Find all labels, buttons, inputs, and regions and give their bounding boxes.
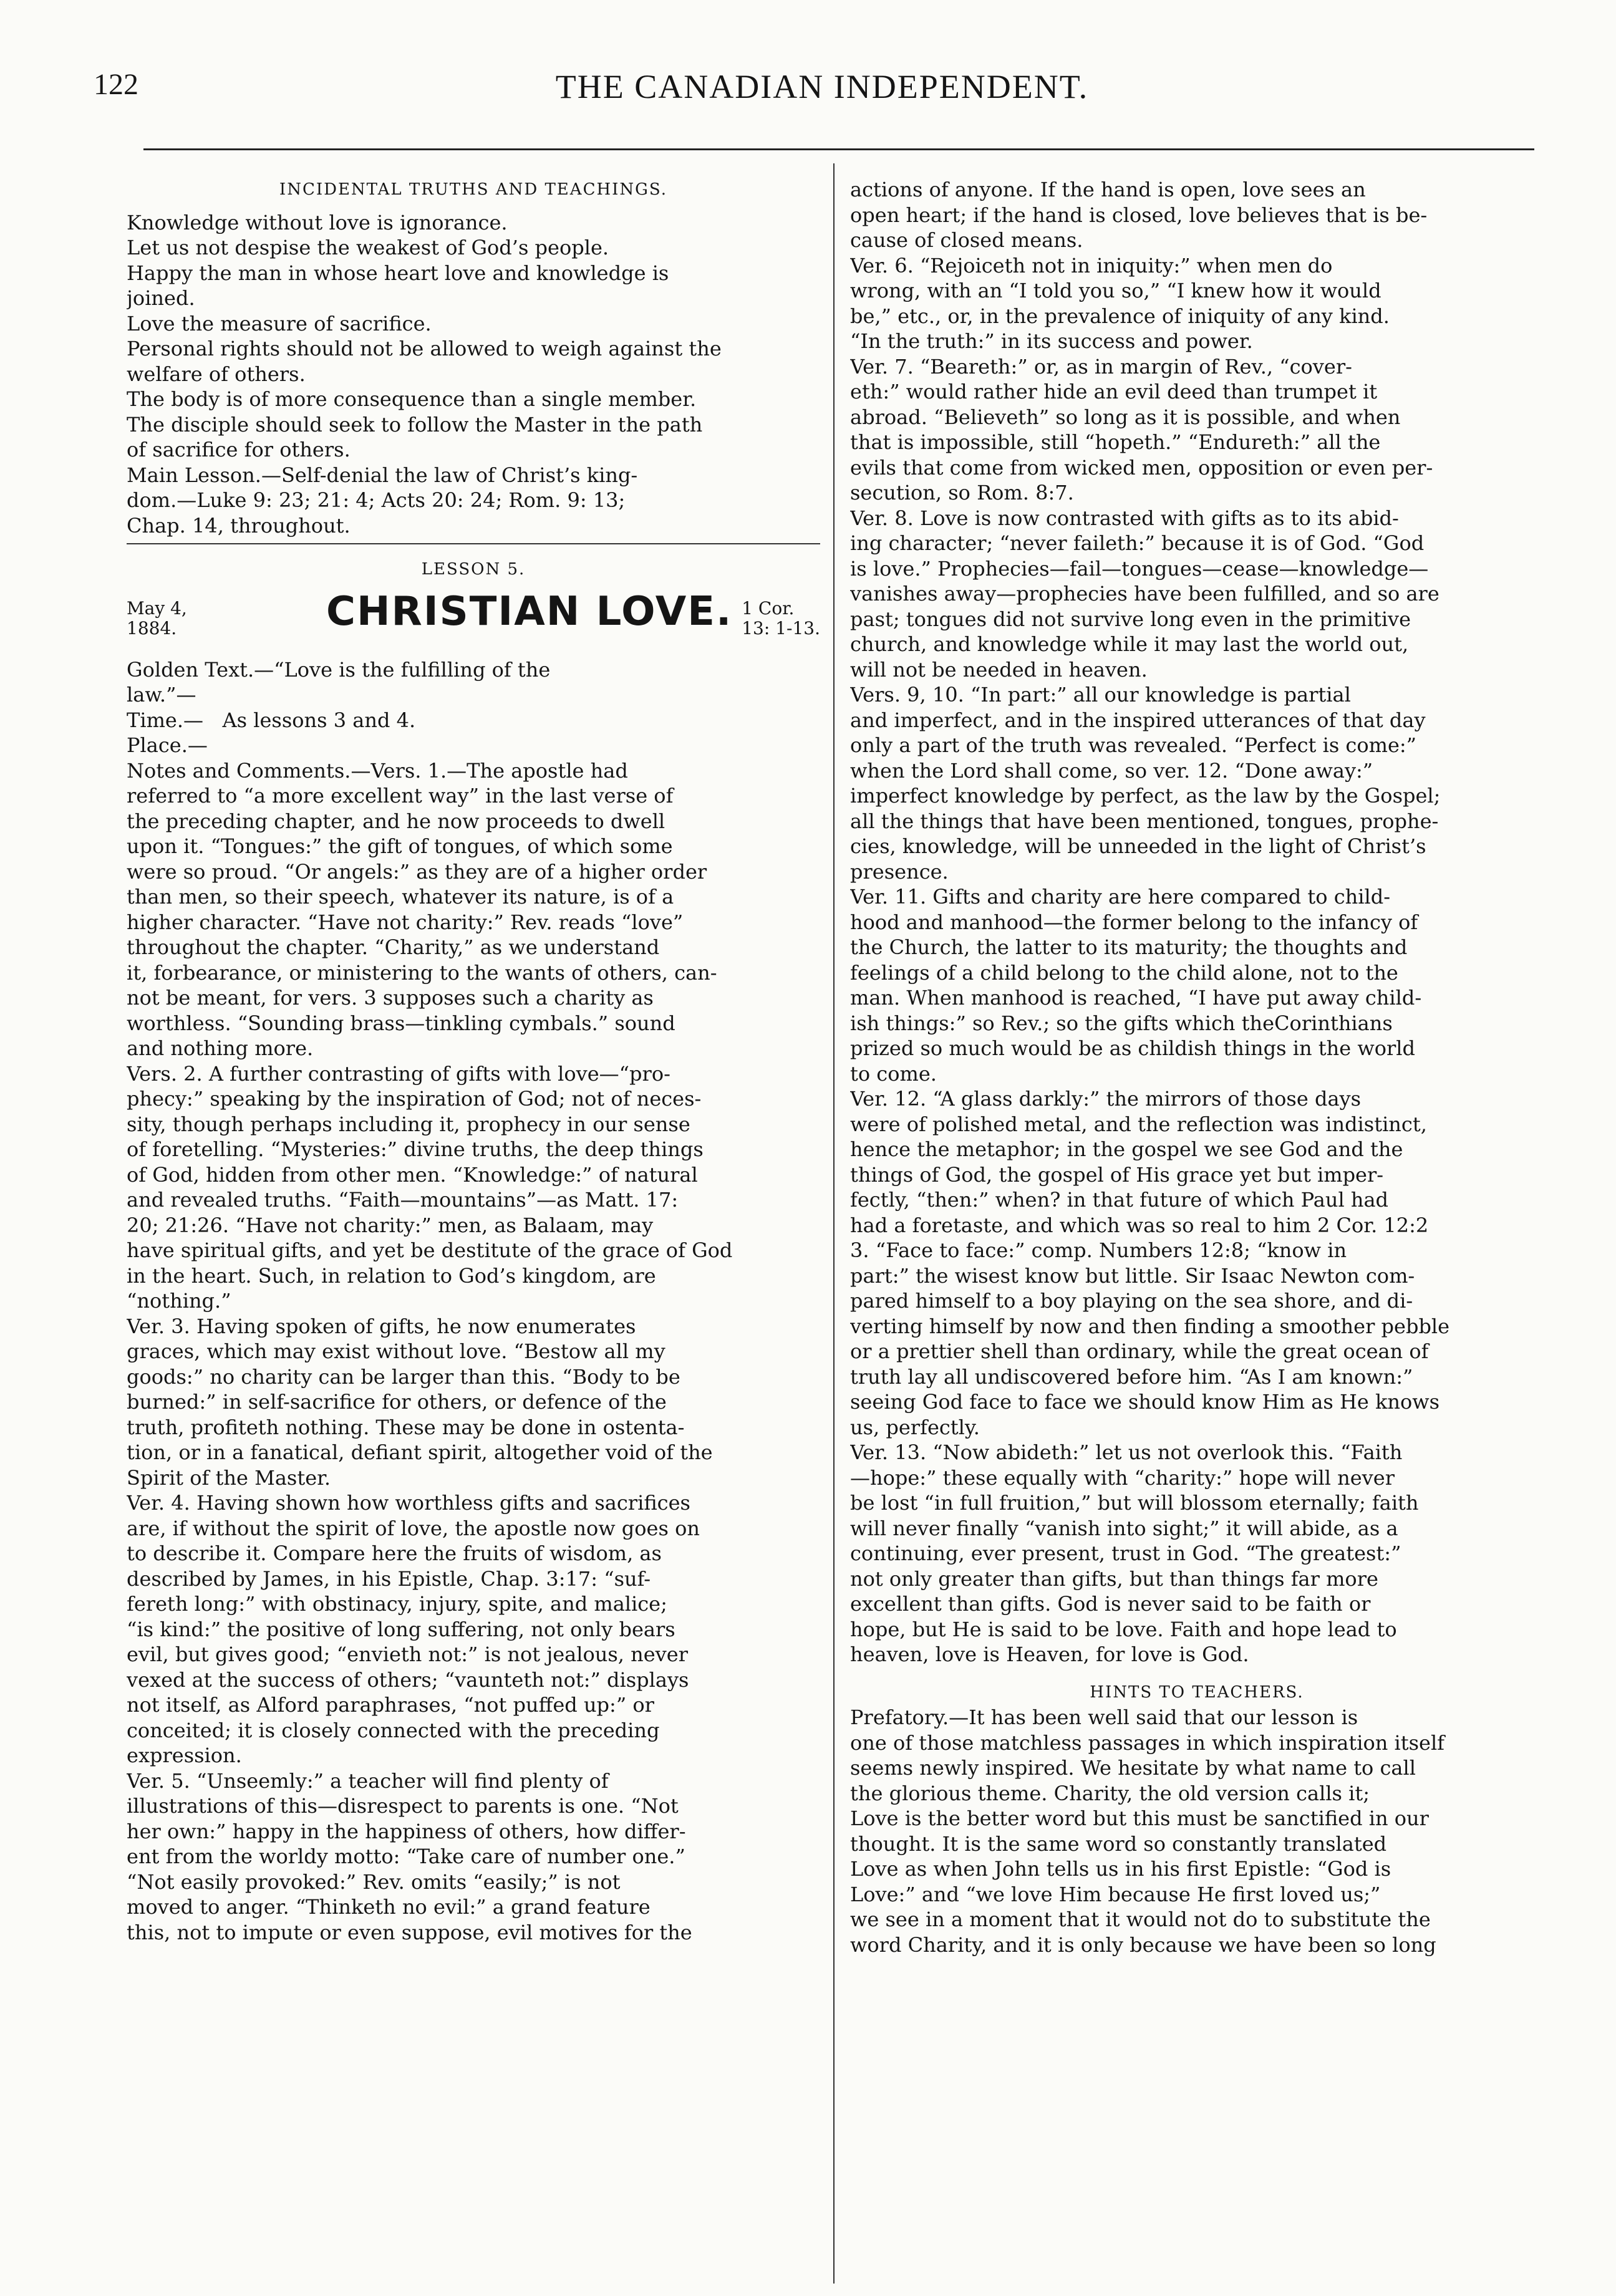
text-line: past; tongues did not survive long even in the primitive	[850, 607, 1411, 631]
text-line: her own:” happy in the happiness of others, how differ-	[127, 1819, 686, 1843]
text-line: Ver. 11. Gifts and charity are here compared to child-	[850, 885, 1390, 909]
text-line: 3. “Face to face:” comp. Numbers 12:8; “know in	[850, 1238, 1347, 1262]
text-line: of God, hidden from other men. “Knowledge:” of natural	[127, 1162, 698, 1187]
text-line: were so proud. “Or angels:” as they are of a higher order	[127, 859, 707, 884]
text-line: hope, but He is said to be love. Faith and hope lead to	[850, 1617, 1397, 1641]
text-line: phecy:” speaking by the inspiration of God; not of neces-	[127, 1087, 702, 1111]
text-line: word Charity, and it is only because we have been so long	[850, 1932, 1436, 1957]
text-line: Love is the better word but this must be sanctified in our	[850, 1806, 1429, 1830]
text-line: Let us not despise the weakest of God’s people.	[127, 236, 609, 259]
text-line: expression.	[127, 1744, 242, 1767]
text-line: than men, so their speech, whatever its nature, is of a	[127, 885, 674, 909]
text-line: excellent than gifts. God is never said to be faith or	[850, 1592, 1371, 1616]
section-title: INCIDENTAL TRUTHS AND TEACHINGS.	[279, 180, 668, 199]
text-line: hence the metaphor; in the gospel we see God and the	[850, 1137, 1403, 1161]
text-line: are, if without the spirit of love, the apostle now goes on	[127, 1516, 700, 1540]
text-line: not be meant, for vers. 3 supposes such a charity as	[127, 986, 654, 1010]
text-line: —hope:” these equally with “charity:” hope will never	[850, 1465, 1395, 1490]
text-line: man. When manhood is reached, “I have put away child-	[850, 986, 1422, 1010]
text-line: upon it. “Tongues:” the gift of tongues, of which some	[127, 834, 673, 858]
text-line: Ver. 6. “Rejoiceth not in iniquity:” when men do	[850, 253, 1333, 277]
text-line: throughout the chapter. “Charity,” as we understand	[127, 935, 660, 959]
text-line: “Not easily provoked:” Rev. omits “easily;” is not	[127, 1869, 621, 1894]
time-place	[127, 708, 820, 758]
text-line: be,” etc., or, in the prevalence of iniquity of any kind.	[850, 304, 1390, 328]
text-line: and nothing more.	[127, 1036, 314, 1060]
text-line: have spiritual gifts, and yet be destitute of the grace of God	[127, 1238, 733, 1262]
text-line: not itself, as Alford paraphrases, “not puffed up:” or	[127, 1693, 654, 1717]
lesson-reference: 1 Cor. 13: 1-13.	[742, 597, 820, 639]
text-line: Ver. 3. Having spoken of gifts, he now enumerates	[127, 1314, 636, 1338]
text-line: had a foretaste, and which was so real to him 2 Cor. 12:2	[850, 1213, 1429, 1237]
text-line: vanishes away—prophecies have been fulfilled, and so are	[850, 582, 1439, 605]
text-line: burned:” in self-sacrifice for others, or defence of the	[127, 1390, 667, 1414]
text-line: Ver. 5. “Unseemly:” a teacher will find plenty of	[127, 1768, 609, 1793]
text-line: actions of anyone. If the hand is open, love sees an	[850, 178, 1366, 201]
text-line: seeing God face to face we should know Him as He knows	[850, 1390, 1440, 1414]
page-number: 122	[94, 68, 138, 101]
page-header	[94, 67, 1551, 117]
text-line: sity, though perhaps including it, prophecy in our sense	[127, 1112, 690, 1136]
text-line: the glorious theme. Charity, the old version calls it;	[850, 1781, 1370, 1805]
text-line: seems newly inspired. We hesitate by what name to call	[850, 1756, 1416, 1780]
text-line: Ver. 8. Love is now contrasted with gifts as to its abid-	[850, 506, 1399, 530]
text-line: and revealed truths. “Faith—mountains”—as Matt. 17:	[127, 1188, 679, 1212]
text-line: all the things that have been mentioned, tongues, prophe-	[850, 809, 1439, 833]
left-column	[127, 177, 820, 1945]
text-line: open heart; if the hand is closed, love believes that is be-	[850, 203, 1428, 227]
text-line: Love:” and “we love Him because He first loved us;”	[850, 1882, 1381, 1906]
text-line: is love.” Prophecies—fail—tongues—cease—knowledge—	[850, 556, 1429, 581]
text-line: higher character. “Have not charity:” Rev. reads “love”	[127, 910, 684, 934]
column-divider	[833, 163, 835, 2284]
text-line: Time.— As lessons 3 and 4.	[127, 708, 416, 732]
right-column	[850, 177, 1544, 1957]
text-line: were of polished metal, and the reflection was indistinct,	[850, 1112, 1427, 1136]
text-line: heaven, love is Heaven, for love is God.	[850, 1642, 1249, 1666]
text-line: “nothing.”	[127, 1289, 231, 1313]
text-line: will not be needed in heaven.	[850, 657, 1148, 682]
text-line: that is impossible, still “hopeth.” “Endureth:” all the	[850, 430, 1381, 454]
text-line: tion, or in a fanatical, defiant spirit, altogether void of the	[127, 1440, 713, 1464]
text-line: things of God, the gospel of His grace yet but imper-	[850, 1162, 1384, 1187]
text-line: joined.	[127, 286, 195, 310]
comments-continued	[850, 177, 1544, 1667]
text-line: cies, knowledge, will be unneeded in the light of Christ’s	[850, 834, 1426, 858]
text-line: evil, but gives good; “envieth not:” is not jealous, never	[127, 1642, 688, 1666]
text-line: we see in a moment that it would not do to substitute the	[850, 1908, 1431, 1931]
text-line: Vers. 2. A further contrasting of gifts with love—“pro-	[127, 1061, 670, 1086]
golden-text	[127, 657, 820, 708]
lesson-date: May 4, 1884.	[127, 597, 187, 639]
text-line: it, forbearance, or ministering to the wants of others, can-	[127, 960, 717, 985]
text-line: to come.	[850, 1061, 937, 1086]
text-line: The body is of more consequence than a single member.	[127, 387, 697, 411]
text-line: Golden Text.—“Love is the fulfilling of the	[127, 657, 551, 682]
text-line: prized so much would be as childish things in the world	[850, 1036, 1415, 1060]
hints-to-teachers	[850, 1705, 1544, 1957]
lesson-label: LESSON 5.	[421, 560, 526, 579]
text-line: or a prettier shell than ordinary, while the great ocean of	[850, 1339, 1429, 1363]
text-line: referred to “a more excellent way” in the last verse of	[127, 784, 674, 808]
text-line: “In the truth:” in its success and power.	[850, 329, 1253, 353]
text-line: The disciple should seek to follow the Master in the path	[127, 412, 703, 437]
text-line: pared himself to a boy playing on the sea shore, and di-	[850, 1289, 1413, 1313]
text-line: illustrations of this—disrespect to parents is one. “Not	[127, 1794, 679, 1818]
text-line: when the Lord shall come, so ver. 12. “Done away:”	[850, 758, 1373, 783]
text-line: part:” the wisest know but little. Sir Isaac Newton com-	[850, 1263, 1415, 1288]
text-line: hood and manhood—the former belong to the infancy of	[850, 910, 1418, 934]
text-line: “is kind:” the positive of long suffering, not only bears	[127, 1617, 675, 1641]
lesson-header	[127, 589, 820, 657]
lesson-title: CHRISTIAN LOVE.	[326, 588, 733, 635]
text-line: fectly, “then:” when? in that future of which Paul had	[850, 1188, 1389, 1212]
text-line: Personal rights should not be allowed to weigh against the	[127, 337, 722, 360]
text-line: Prefatory.—It has been well said that our lesson is	[850, 1705, 1358, 1729]
text-line: church, and knowledge while it may last the world out,	[850, 632, 1409, 656]
text-line: presence.	[850, 859, 949, 884]
text-line: this, not to impute or even suppose, evil motives for the	[127, 1920, 692, 1944]
text-line: not only greater than gifts, but than things far more	[850, 1566, 1378, 1591]
text-line: ish things:” so Rev.; so the gifts which theCorinthians	[850, 1011, 1393, 1035]
truths-list	[127, 210, 820, 539]
text-line: described by James, in his Epistle, Chap. 3:17: “suf-	[127, 1566, 651, 1591]
text-line: of foretelling. “Mysteries:” divine truths, the deep things	[127, 1137, 704, 1161]
text-line: Ver. 7. “Beareth:” or, as in margin of Rev., “cover-	[850, 354, 1352, 379]
text-line: ent from the worldy motto: “Take care of number one.”	[127, 1845, 685, 1868]
text-line: Ver. 12. “A glass darkly:” the mirrors of those days	[850, 1087, 1362, 1111]
text-line: conceited; it is closely connected with the preceding	[127, 1718, 660, 1742]
text-line: thought. It is the same word so constantly translated	[850, 1831, 1387, 1856]
text-line: Love the measure of sacrifice.	[127, 311, 432, 335]
text-line: verting himself by now and then finding a smoother pebble	[850, 1314, 1450, 1338]
text-line: the Church, the latter to its maturity; the thoughts and	[850, 935, 1408, 959]
running-title: THE CANADIAN INDEPENDENT.	[555, 68, 1089, 105]
text-line: will never finally “vanish into sight;” it will abide, as a	[850, 1516, 1398, 1540]
text-line: Ver. 4. Having shown how worthless gifts and sacrifices	[127, 1491, 690, 1515]
text-line: secution, so Rom. 8:7.	[850, 481, 1074, 504]
text-line: fereth long:” with obstinacy, injury, spite, and malice;	[127, 1592, 667, 1616]
hints-title: HINTS TO TEACHERS.	[1090, 1682, 1304, 1702]
text-line: Knowledge without love is ignorance.	[127, 210, 508, 234]
text-line: graces, which may exist without love. “Bestow all my	[127, 1339, 665, 1363]
text-line: in the heart. Such, in relation to God’s kingdom, are	[127, 1263, 656, 1288]
text-line: abroad. “Believeth” so long as it is possible, and when	[850, 405, 1401, 429]
section-rule	[127, 543, 820, 544]
text-line: Happy the man in whose heart love and knowledge is	[127, 261, 669, 285]
text-line: wrong, with an “I told you so,” “I knew how it would	[850, 279, 1381, 302]
text-line: Love as when John tells us in his first Epistle: “God is	[850, 1857, 1391, 1881]
text-line: vexed at the success of others; “vaunteth not:” displays	[127, 1667, 689, 1692]
text-line: and imperfect, and in the inspired utterances of that day	[850, 708, 1426, 732]
text-line: goods:” no charity can be larger than this. “Body to be	[127, 1364, 680, 1389]
text-line: Chap. 14, throughout.	[127, 513, 351, 538]
text-line: imperfect knowledge by perfect, as the law by the Gospel;	[850, 784, 1441, 808]
text-line: Place.—	[127, 733, 208, 757]
header-rule	[143, 148, 1534, 150]
text-line: truth lay all undiscovered before him. “As I am known:”	[850, 1364, 1413, 1389]
text-line: to describe it. Compare here the fruits of wisdom, as	[127, 1541, 662, 1565]
text-line: us, perfectly.	[850, 1415, 980, 1439]
text-line: one of those matchless passages in which inspiration itself	[850, 1730, 1445, 1755]
text-line: moved to anger. “Thinketh no evil:” a grand feature	[127, 1895, 651, 1919]
text-line: dom.—Luke 9: 23; 21: 4; Acts 20: 24; Rom. 9: 13;	[127, 488, 626, 512]
text-line: Vers. 9, 10. “In part:” all our knowledge is partial	[850, 683, 1351, 707]
text-line: Ver. 13. “Now abideth:” let us not overlook this. “Faith	[850, 1440, 1403, 1464]
text-line: evils that come from wicked men, opposition or even per-	[850, 455, 1433, 480]
text-line: worthless. “Sounding brass—tinkling cymbals.” sound	[127, 1011, 675, 1035]
notes-and-comments	[127, 758, 820, 1946]
text-line: feelings of a child belong to the child alone, not to the	[850, 960, 1398, 985]
text-line: truth, profiteth nothing. These may be done in ostenta-	[127, 1415, 685, 1439]
text-line: Spirit of the Master.	[127, 1465, 331, 1490]
text-line: Notes and Comments.—Vers. 1.—The apostle had	[127, 758, 628, 783]
text-line: welfare of others.	[127, 362, 306, 386]
text-line: continuing, ever present, trust in God. “The greatest:”	[850, 1541, 1401, 1565]
text-line: ing character; “never faileth:” because it is of God. “God	[850, 531, 1425, 555]
text-line: cause of closed means.	[850, 228, 1083, 252]
text-line: Main Lesson.—Self-denial the law of Christ’s king-	[127, 463, 638, 487]
text-line: of sacrifice for others.	[127, 438, 351, 461]
text-line: law.”—	[127, 683, 196, 707]
text-line: eth:” would rather hide an evil deed than trumpet it	[850, 380, 1378, 403]
text-line: 20; 21:26. “Have not charity:” men, as Balaam, may	[127, 1213, 654, 1237]
text-line: only a part of the truth was revealed. “Perfect is come:”	[850, 733, 1417, 757]
text-line: the preceding chapter, and he now proceeds to dwell	[127, 809, 665, 833]
text-line: be lost “in full fruition,” but will blossom eternally; faith	[850, 1491, 1419, 1515]
